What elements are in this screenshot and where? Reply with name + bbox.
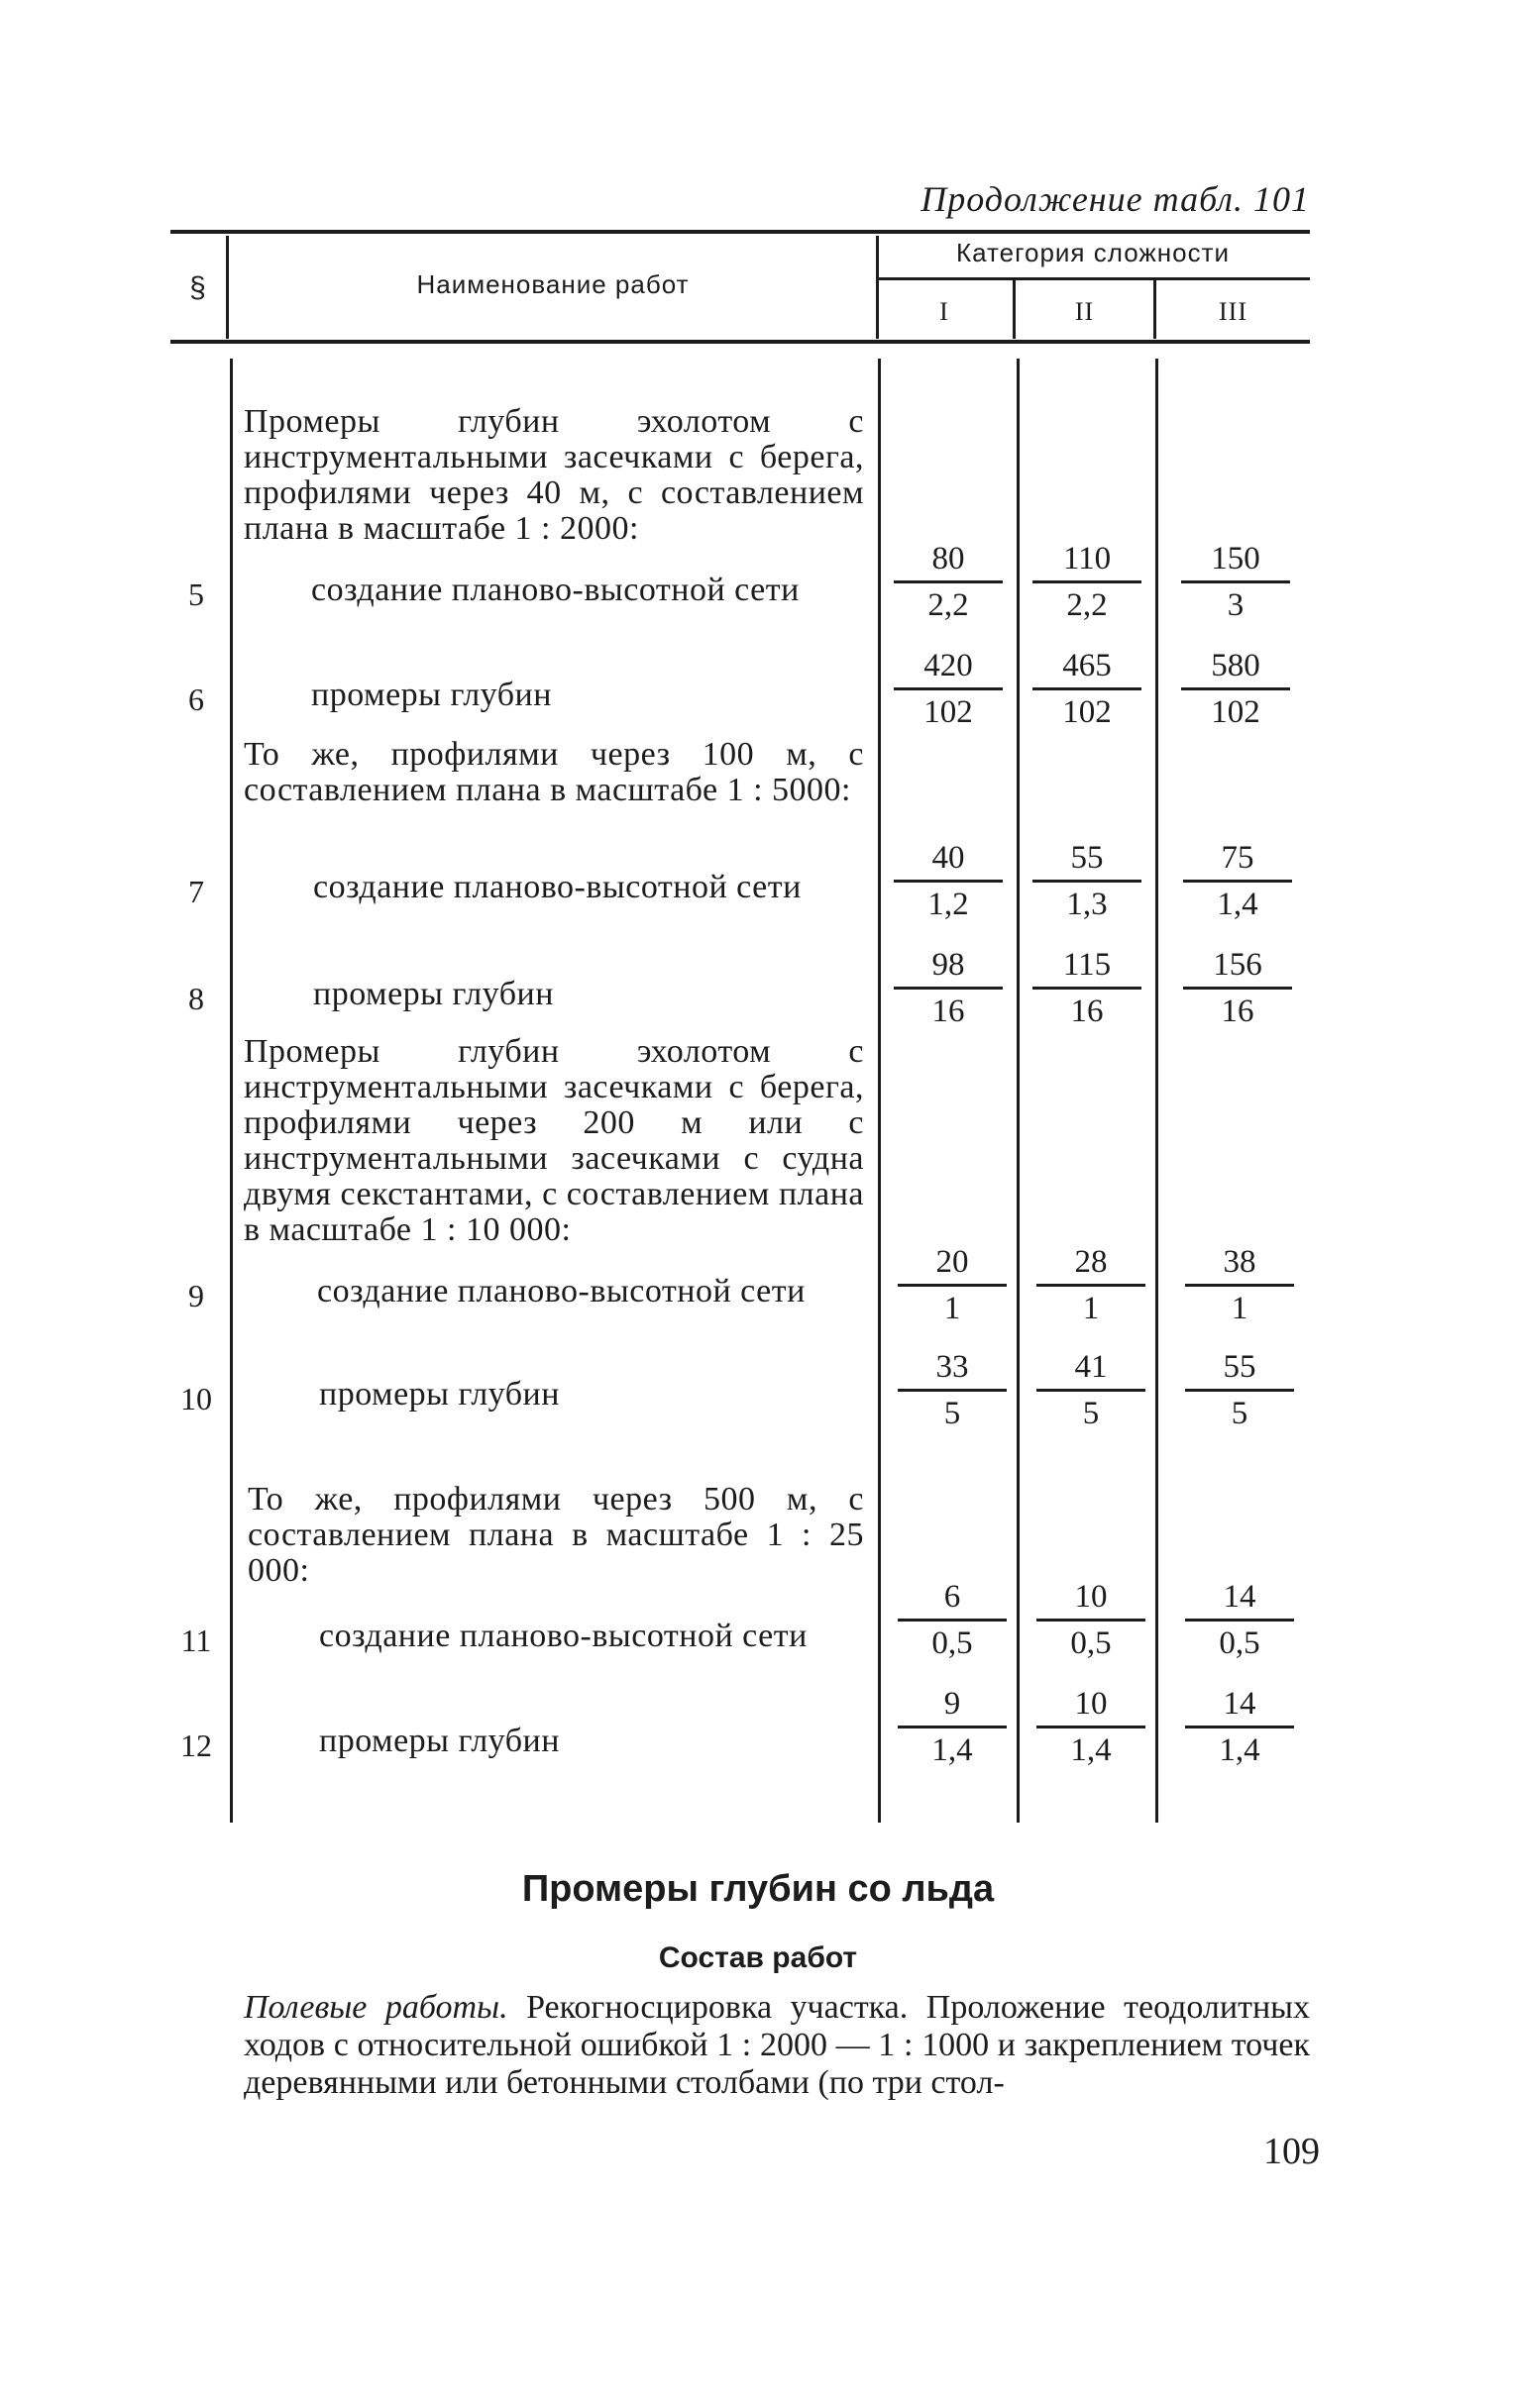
row-name-5: создание планово-высотной сети bbox=[311, 572, 800, 608]
fraction-bar bbox=[894, 687, 1003, 690]
numerator: 6 bbox=[943, 1579, 961, 1615]
numerator: 75 bbox=[1221, 840, 1254, 876]
fraction-r7-c2 bbox=[1032, 838, 1141, 924]
denominator: 16 bbox=[1221, 994, 1254, 1029]
header-category-2: II bbox=[1074, 297, 1095, 326]
fraction-r5-c2 bbox=[1032, 539, 1141, 625]
category-rule bbox=[876, 277, 1310, 280]
fraction-bar bbox=[1185, 1619, 1294, 1622]
fraction-bar bbox=[1036, 1389, 1145, 1392]
table-caption: Продолжение табл. 101 bbox=[920, 179, 1310, 219]
row-section-10: 10 bbox=[180, 1381, 212, 1416]
row-section-7: 7 bbox=[188, 874, 204, 909]
fraction-r9-c1 bbox=[898, 1242, 1007, 1328]
fraction-r9-c2 bbox=[1036, 1242, 1145, 1328]
row-name-6: промеры глубин bbox=[311, 677, 552, 713]
fraction-r12-c2 bbox=[1036, 1684, 1145, 1770]
row-section-9: 9 bbox=[188, 1278, 204, 1313]
row-section-5: 5 bbox=[188, 576, 204, 612]
denominator: 2,2 bbox=[1066, 587, 1108, 623]
fraction-bar bbox=[1036, 1284, 1145, 1287]
group-description-4: То же, профилями через 500 м, с составлением плана в масштабе 1 : 25 000: bbox=[248, 1481, 864, 1589]
fraction-r8-c2 bbox=[1032, 945, 1141, 1031]
numerator: 420 bbox=[923, 648, 973, 683]
denominator: 5 bbox=[1231, 1396, 1248, 1431]
row-section-8: 8 bbox=[188, 981, 204, 1016]
fraction-r7-c3 bbox=[1183, 838, 1292, 924]
numerator: 33 bbox=[935, 1349, 969, 1385]
fraction-r12-c3 bbox=[1185, 1684, 1294, 1770]
numerator: 40 bbox=[931, 840, 965, 876]
numerator: 10 bbox=[1074, 1579, 1108, 1615]
fraction-bar bbox=[898, 1389, 1007, 1392]
numerator: 465 bbox=[1062, 648, 1112, 683]
denominator: 1 bbox=[1082, 1291, 1100, 1326]
numerator: 110 bbox=[1062, 541, 1112, 576]
header-bottom-rule bbox=[170, 340, 1310, 344]
header-category-3: III bbox=[1219, 297, 1247, 326]
fraction-r6-c1 bbox=[894, 646, 1003, 732]
numerator: 150 bbox=[1211, 541, 1260, 576]
body-paragraph bbox=[244, 1989, 1310, 2102]
denominator: 16 bbox=[1070, 994, 1104, 1029]
fraction-r11-c1 bbox=[898, 1577, 1007, 1663]
page-number: 109 bbox=[1263, 2131, 1320, 2172]
numerator: 14 bbox=[1223, 1579, 1256, 1615]
denominator: 1,4 bbox=[1070, 1732, 1112, 1768]
denominator: 1 bbox=[1231, 1291, 1248, 1326]
fraction-bar bbox=[1185, 1284, 1294, 1287]
fraction-bar bbox=[1181, 687, 1290, 690]
paragraph-text: Рекогносцировка участка. Проложение теодолитных ходов с относительной ошибкой 1 : 2000 — 1 : 1000 и закреплением точек деревянными или бетонными столбами (по три стол- bbox=[244, 1989, 1310, 2101]
group-description-1: Промеры глубин эхолотом с инструментальными засечками с берега, профилями через 40 м, с составлением плана в масштабе 1 : 2000: bbox=[244, 403, 864, 547]
fraction-bar bbox=[898, 1726, 1007, 1728]
denominator: 5 bbox=[1082, 1396, 1100, 1431]
fraction-bar bbox=[1185, 1726, 1294, 1728]
numerator: 10 bbox=[1074, 1686, 1108, 1722]
row-section-12: 12 bbox=[180, 1727, 212, 1763]
row-name-10: промеры глубин bbox=[319, 1376, 560, 1413]
fraction-bar bbox=[1032, 687, 1141, 690]
numerator: 41 bbox=[1074, 1349, 1108, 1385]
fraction-bar bbox=[1185, 1389, 1294, 1392]
fraction-r6-c2 bbox=[1032, 646, 1141, 732]
header-category: Категория сложности bbox=[955, 238, 1231, 267]
paragraph-lead: Полевые работы. bbox=[244, 1989, 508, 2026]
section-subheading: Состав работ bbox=[658, 1941, 858, 1974]
denominator: 102 bbox=[1211, 694, 1260, 730]
row-name-8: промеры глубин bbox=[313, 976, 554, 1012]
fraction-bar bbox=[1032, 580, 1141, 583]
fraction-bar bbox=[1181, 580, 1290, 583]
header-section-sign: § bbox=[189, 271, 207, 304]
numerator: 38 bbox=[1223, 1244, 1256, 1280]
numerator: 156 bbox=[1213, 947, 1262, 983]
denominator: 3 bbox=[1227, 587, 1245, 623]
denominator: 2,2 bbox=[927, 587, 969, 623]
fraction-bar bbox=[898, 1284, 1007, 1287]
header-divider-section bbox=[226, 236, 229, 339]
denominator: 102 bbox=[1062, 694, 1112, 730]
denominator: 1,3 bbox=[1066, 887, 1108, 922]
fraction-r5-c3 bbox=[1181, 539, 1290, 625]
fraction-bar bbox=[1183, 880, 1292, 883]
numerator: 98 bbox=[931, 947, 965, 983]
denominator: 0,5 bbox=[1070, 1625, 1112, 1661]
denominator: 0,5 bbox=[1219, 1625, 1260, 1661]
fraction-r8-c3 bbox=[1183, 945, 1292, 1031]
fraction-r11-c2 bbox=[1036, 1577, 1145, 1663]
denominator: 1,2 bbox=[927, 887, 969, 922]
group-description-2: То же, профилями через 100 м, с составлением плана в масштабе 1 : 5000: bbox=[244, 736, 864, 808]
numerator: 9 bbox=[943, 1686, 961, 1722]
denominator: 102 bbox=[923, 694, 973, 730]
row-name-7: создание планово-высотной сети bbox=[313, 869, 802, 905]
header-category-1: I bbox=[939, 297, 949, 326]
fraction-r7-c1 bbox=[894, 838, 1003, 924]
fraction-r11-c3 bbox=[1185, 1577, 1294, 1663]
body-divider-name bbox=[878, 359, 881, 1823]
table-top-rule bbox=[170, 230, 1310, 234]
group-description-3: Промеры глубин эхолотом с инструментальными засечками с берега, профилями через 200 м или с инструментальными засечками с судна двумя секстантами, с составлением плана в масштабе 1 : 10 000: bbox=[244, 1033, 864, 1248]
fraction-bar bbox=[1036, 1726, 1145, 1728]
fraction-bar bbox=[1036, 1619, 1145, 1622]
fraction-r12-c1 bbox=[898, 1684, 1007, 1770]
fraction-r10-c2 bbox=[1036, 1347, 1145, 1433]
denominator: 1 bbox=[943, 1291, 961, 1326]
numerator: 80 bbox=[931, 541, 965, 576]
fraction-bar bbox=[894, 987, 1003, 990]
numerator: 20 bbox=[935, 1244, 969, 1280]
body-divider-section bbox=[230, 359, 233, 1823]
numerator: 55 bbox=[1223, 1349, 1256, 1385]
fraction-r9-c3 bbox=[1185, 1242, 1294, 1328]
fraction-r6-c3 bbox=[1181, 646, 1290, 732]
row-name-9: создание планово-высотной сети bbox=[317, 1273, 806, 1309]
fraction-bar bbox=[898, 1619, 1007, 1622]
denominator: 0,5 bbox=[931, 1625, 973, 1661]
fraction-r10-c3 bbox=[1185, 1347, 1294, 1433]
numerator: 580 bbox=[1211, 648, 1260, 683]
fraction-r8-c1 bbox=[894, 945, 1003, 1031]
denominator: 1,4 bbox=[1217, 887, 1258, 922]
fraction-bar bbox=[1032, 880, 1141, 883]
denominator: 1,4 bbox=[931, 1732, 973, 1768]
section-heading: Промеры глубин со льда bbox=[521, 1868, 995, 1910]
denominator: 1,4 bbox=[1219, 1732, 1260, 1768]
body-divider-cat23 bbox=[1155, 359, 1158, 1823]
fraction-r5-c1 bbox=[894, 539, 1003, 625]
row-section-11: 11 bbox=[180, 1623, 212, 1658]
denominator: 5 bbox=[943, 1396, 961, 1431]
row-section-6: 6 bbox=[188, 681, 204, 717]
numerator: 14 bbox=[1223, 1686, 1256, 1722]
numerator: 28 bbox=[1074, 1244, 1108, 1280]
header-name-of-works: Наименование работ bbox=[416, 269, 690, 299]
fraction-r10-c1 bbox=[898, 1347, 1007, 1433]
row-name-12: промеры глубин bbox=[319, 1723, 560, 1759]
fraction-bar bbox=[1183, 987, 1292, 990]
fraction-bar bbox=[1032, 987, 1141, 990]
body-divider-cat12 bbox=[1017, 359, 1020, 1823]
fraction-bar bbox=[894, 580, 1003, 583]
fraction-bar bbox=[894, 880, 1003, 883]
row-name-11: создание планово-высотной сети bbox=[319, 1618, 808, 1654]
denominator: 16 bbox=[931, 994, 965, 1029]
numerator: 115 bbox=[1062, 947, 1112, 983]
numerator: 55 bbox=[1070, 840, 1104, 876]
